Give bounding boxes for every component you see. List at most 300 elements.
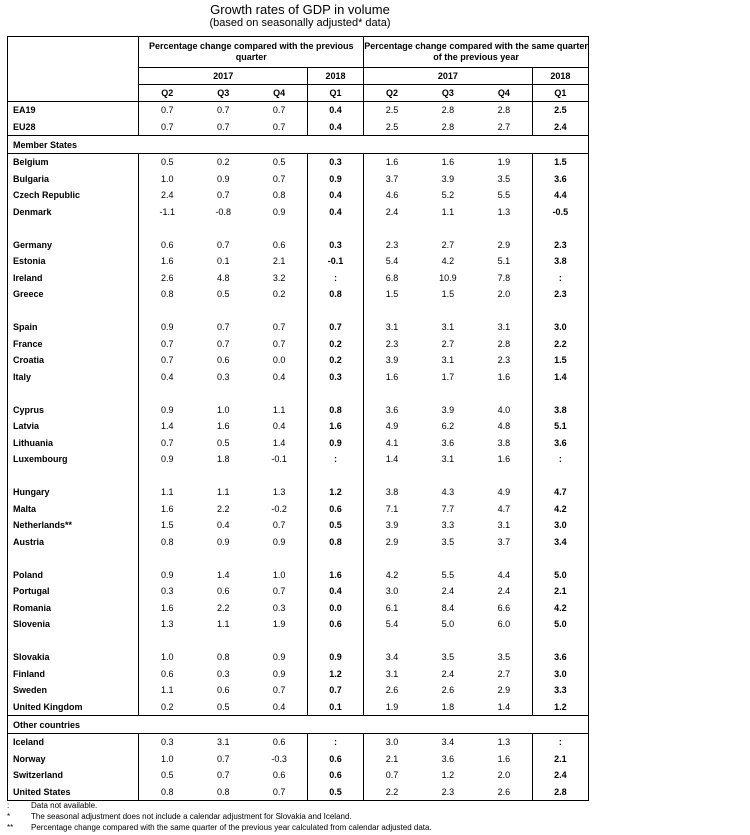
country-name: EA19: [13, 105, 36, 116]
table-row: [8, 369, 589, 386]
country-name: Spain: [13, 322, 38, 333]
qoq-value: 0.8: [307, 286, 363, 303]
footnote-text: Data not available.: [31, 801, 98, 810]
country-name: Italy: [13, 371, 32, 382]
footnote-symbol: **: [7, 823, 14, 832]
yoy-value: 3.0: [532, 666, 588, 683]
qoq-value: 1.6: [139, 501, 195, 518]
yoy-value: 3.5: [497, 173, 511, 184]
qoq-value: 1.4: [139, 418, 195, 435]
country-name: Hungary: [13, 487, 50, 498]
yoy-value: 3.1: [364, 666, 420, 683]
qoq-value: 0.7: [139, 119, 195, 136]
yoy-value: 3.6: [364, 402, 420, 419]
qoq-value: 0.8: [307, 402, 363, 419]
qoq-value: 0.7: [272, 173, 286, 184]
table-row: [8, 751, 589, 768]
yoy-value: 3.0: [532, 517, 588, 534]
yoy-value: 6.1: [364, 600, 420, 617]
qoq-value: 0.9: [216, 536, 230, 547]
table-row: [8, 767, 589, 784]
yoy-value: 3.6: [441, 753, 455, 764]
qoq-value: 0.6: [307, 767, 363, 784]
yoy-value: 3.7: [364, 171, 420, 188]
country-name: Finland: [13, 668, 45, 679]
yoy-value: 2.4: [532, 767, 588, 784]
page-title: Growth rates of GDP in volume: [210, 2, 390, 17]
yoy-value: 2.1: [532, 751, 588, 768]
country-name: Portugal: [13, 586, 50, 597]
qoq-value: 0.4: [307, 204, 363, 221]
qoq-value: 0.7: [139, 435, 195, 452]
qoq-value: 0.4: [139, 369, 195, 386]
qoq-value: 0.3: [307, 154, 363, 171]
yoy-value: 3.4: [441, 737, 455, 748]
yoy-value: 2.7: [497, 668, 511, 679]
spacer-row: [8, 220, 589, 237]
table-row: [8, 583, 589, 600]
qoq-value: 0.2: [307, 352, 363, 369]
spacer-row: [8, 385, 589, 402]
table-row: [8, 286, 589, 303]
country-name: Slovenia: [13, 619, 51, 630]
qoq-value: 1.5: [139, 517, 195, 534]
yoy-value: 4.1: [364, 435, 420, 452]
table-row: [8, 484, 589, 501]
qoq-value: 0.1: [307, 699, 363, 716]
header-quarter: Q4: [251, 85, 307, 102]
yoy-value: 1.5: [532, 352, 588, 369]
yoy-value: :: [532, 734, 588, 751]
header-group-yoy: Percentage change compared with the same quarter of the previous year: [364, 37, 589, 68]
qoq-value: 0.3: [216, 371, 230, 382]
country-name: Bulgaria: [13, 173, 50, 184]
yoy-value: 4.0: [497, 404, 511, 415]
qoq-value: 0.6: [307, 751, 363, 768]
yoy-value: 2.8: [497, 338, 511, 349]
yoy-value: 3.6: [532, 649, 588, 666]
qoq-value: 1.9: [272, 619, 286, 630]
table-row: [8, 270, 589, 287]
qoq-value: 0.4: [307, 187, 363, 204]
yoy-value: 2.4: [532, 119, 588, 136]
yoy-value: 3.9: [441, 404, 455, 415]
qoq-value: :: [307, 734, 363, 751]
footnote: [7, 811, 607, 822]
qoq-value: 0.7: [307, 319, 363, 336]
yoy-value: 1.4: [364, 451, 420, 468]
yoy-value: 1.7: [441, 371, 455, 382]
country-name: Iceland: [13, 737, 45, 748]
yoy-value: 4.9: [364, 418, 420, 435]
yoy-value: 2.5: [364, 119, 420, 136]
qoq-value: 0.8: [272, 190, 286, 201]
qoq-value: 1.0: [216, 404, 230, 415]
yoy-value: 3.5: [497, 652, 511, 663]
qoq-value: 0.7: [139, 102, 195, 119]
country-name: Netherlands**: [13, 520, 73, 531]
yoy-value: 3.0: [364, 734, 420, 751]
yoy-value: -0.5: [532, 204, 588, 221]
yoy-value: 3.1: [364, 319, 420, 336]
yoy-value: 1.9: [364, 699, 420, 716]
yoy-value: 1.2: [441, 770, 455, 781]
yoy-value: 2.2: [532, 336, 588, 353]
table-row: [8, 154, 589, 171]
qoq-value: 2.2: [216, 503, 230, 514]
yoy-value: 6.8: [364, 270, 420, 287]
header-quarter: Q3: [195, 85, 251, 102]
header-group-qoq: Percentage change compared with the previous quarter: [139, 37, 364, 68]
table-row: [8, 649, 589, 666]
table-row: [8, 666, 589, 683]
yoy-value: 2.8: [532, 784, 588, 801]
table-row: [8, 616, 589, 633]
yoy-value: 1.4: [497, 701, 511, 712]
table-row: [8, 171, 589, 188]
yoy-value: 3.1: [441, 322, 455, 333]
yoy-value: 3.4: [364, 649, 420, 666]
yoy-value: 1.5: [532, 154, 588, 171]
yoy-value: 5.4: [364, 616, 420, 633]
yoy-value: 2.3: [364, 237, 420, 254]
country-name: Switzerland: [13, 770, 64, 781]
yoy-value: 2.0: [497, 770, 511, 781]
yoy-value: :: [532, 270, 588, 287]
yoy-value: 2.7: [497, 121, 511, 132]
table-row: [8, 402, 589, 419]
footnote-text: Percentage change compared with the same quarter of the previous year calculated from calendar adjusted data.: [31, 823, 432, 832]
qoq-value: 1.6: [139, 600, 195, 617]
yoy-value: 2.5: [364, 102, 420, 119]
yoy-value: 8.4: [441, 602, 455, 613]
country-name: Latvia: [13, 421, 40, 432]
yoy-value: 1.5: [441, 289, 455, 300]
qoq-value: 0.0: [307, 600, 363, 617]
header-quarter: Q2: [139, 85, 195, 102]
qoq-value: 1.1: [272, 404, 286, 415]
qoq-value: 0.9: [272, 206, 286, 217]
yoy-value: 2.4: [497, 586, 511, 597]
country-name: Malta: [13, 503, 37, 514]
qoq-value: 0.9: [272, 652, 286, 663]
yoy-value: 7.7: [441, 503, 455, 514]
qoq-value: 0.5: [307, 784, 363, 801]
country-name: Estonia: [13, 256, 46, 267]
yoy-value: 2.8: [441, 105, 455, 116]
qoq-value: -0.2: [271, 503, 287, 514]
qoq-value: 0.8: [139, 784, 195, 801]
qoq-value: -0.3: [271, 753, 287, 764]
qoq-value: 0.3: [307, 369, 363, 386]
header-year-2018-qoq: 2018: [307, 68, 363, 85]
qoq-value: 0.7: [216, 338, 230, 349]
table-row: [8, 187, 589, 204]
yoy-value: 4.4: [532, 187, 588, 204]
qoq-value: 0.9: [272, 668, 286, 679]
qoq-value: 0.4: [307, 583, 363, 600]
yoy-value: 2.3: [532, 286, 588, 303]
yoy-value: 2.3: [364, 336, 420, 353]
qoq-value: 1.2: [307, 666, 363, 683]
yoy-value: 3.8: [497, 437, 511, 448]
qoq-value: 0.9: [272, 536, 286, 547]
qoq-value: 0.4: [216, 520, 230, 531]
yoy-value: 3.1: [441, 355, 455, 366]
page-subtitle: (based on seasonally adjusted* data): [209, 17, 391, 29]
yoy-value: 3.3: [441, 520, 455, 531]
qoq-value: 0.9: [139, 319, 195, 336]
qoq-value: 0.7: [139, 336, 195, 353]
spacer-row: [8, 468, 589, 485]
qoq-value: 0.3: [307, 237, 363, 254]
qoq-value: 0.1: [216, 256, 230, 267]
country-name: Croatia: [13, 355, 45, 366]
yoy-value: 1.3: [497, 206, 511, 217]
qoq-value: 2.2: [216, 602, 230, 613]
qoq-value: 0.2: [272, 289, 286, 300]
yoy-value: 1.2: [532, 699, 588, 716]
yoy-value: 4.8: [497, 421, 511, 432]
table-row: [8, 435, 589, 452]
yoy-value: 2.3: [497, 355, 511, 366]
table-row: [8, 319, 589, 336]
yoy-value: 4.9: [497, 487, 511, 498]
qoq-value: 0.7: [216, 121, 230, 132]
yoy-value: 5.5: [497, 190, 511, 201]
yoy-value: 3.4: [532, 534, 588, 551]
yoy-value: 2.9: [497, 685, 511, 696]
qoq-value: 1.4: [272, 437, 286, 448]
qoq-value: 1.4: [216, 569, 230, 580]
qoq-value: 0.6: [139, 666, 195, 683]
yoy-value: 3.7: [497, 536, 511, 547]
country-name: Lithuania: [13, 437, 53, 448]
yoy-value: 2.6: [441, 685, 455, 696]
qoq-value: 0.5: [272, 157, 286, 168]
footnote-symbol: *: [7, 812, 11, 821]
qoq-value: 1.0: [272, 569, 286, 580]
footnote: [7, 800, 607, 811]
qoq-value: 0.9: [307, 649, 363, 666]
table-row: [8, 102, 589, 119]
qoq-value: 0.7: [272, 520, 286, 531]
footnote-text: The seasonal adjustment does not include a calendar adjustment for Slovakia and Iceland.: [31, 812, 352, 821]
yoy-value: 2.1: [532, 583, 588, 600]
yoy-value: 1.6: [497, 454, 511, 465]
yoy-value: 2.3: [532, 237, 588, 254]
section-other-countries: [8, 716, 589, 734]
yoy-value: 1.6: [441, 157, 455, 168]
yoy-value: 4.4: [497, 569, 511, 580]
qoq-value: 0.7: [216, 770, 230, 781]
yoy-value: 4.7: [497, 503, 511, 514]
qoq-value: 0.5: [139, 154, 195, 171]
table-row: [8, 567, 589, 584]
qoq-value: 0.3: [216, 668, 230, 679]
qoq-value: 0.7: [216, 190, 230, 201]
yoy-value: 2.9: [497, 239, 511, 250]
table-row: [8, 699, 589, 716]
qoq-value: 1.6: [307, 567, 363, 584]
qoq-value: 0.7: [307, 682, 363, 699]
qoq-value: 0.7: [216, 239, 230, 250]
yoy-value: 3.1: [497, 322, 511, 333]
spacer-row: [8, 633, 589, 650]
country-name: Belgium: [13, 157, 49, 168]
yoy-value: 2.7: [441, 338, 455, 349]
country-name: United Kingdom: [13, 701, 83, 712]
qoq-value: 0.6: [216, 586, 230, 597]
qoq-value: 0.7: [272, 322, 286, 333]
qoq-value: 0.5: [216, 437, 230, 448]
yoy-value: 2.4: [441, 668, 455, 679]
yoy-value: 4.2: [532, 600, 588, 617]
yoy-value: 1.1: [441, 206, 455, 217]
yoy-value: 6.2: [441, 421, 455, 432]
table-row: [8, 204, 589, 221]
qoq-value: 0.2: [307, 336, 363, 353]
qoq-value: 1.1: [216, 619, 230, 630]
yoy-value: 5.0: [532, 616, 588, 633]
qoq-value: 0.5: [139, 767, 195, 784]
yoy-value: 5.0: [532, 567, 588, 584]
yoy-value: :: [532, 451, 588, 468]
qoq-value: 1.1: [139, 682, 195, 699]
qoq-value: 0.3: [139, 734, 195, 751]
country-name: EU28: [13, 121, 36, 132]
yoy-value: 3.5: [441, 536, 455, 547]
country-name: Norway: [13, 753, 46, 764]
yoy-value: 3.9: [364, 352, 420, 369]
table-row: [8, 517, 589, 534]
yoy-value: 3.6: [532, 435, 588, 452]
qoq-value: 0.6: [139, 237, 195, 254]
qoq-value: 0.7: [216, 322, 230, 333]
qoq-value: 0.4: [272, 371, 286, 382]
country-name: Austria: [13, 536, 45, 547]
qoq-value: 0.5: [216, 701, 230, 712]
table-row: [8, 784, 589, 801]
section-other-countries-label: Other countries: [8, 716, 589, 734]
table-row: [8, 352, 589, 369]
yoy-value: 4.2: [364, 567, 420, 584]
qoq-value: 1.6: [139, 253, 195, 270]
qoq-value: 1.3: [139, 616, 195, 633]
yoy-value: 4.3: [441, 487, 455, 498]
yoy-value: 3.3: [532, 682, 588, 699]
header-quarter: Q1: [532, 85, 588, 102]
yoy-value: 2.5: [532, 102, 588, 119]
yoy-value: 2.4: [441, 586, 455, 597]
qoq-value: 0.9: [307, 435, 363, 452]
qoq-value: 1.0: [139, 171, 195, 188]
table-row: [8, 501, 589, 518]
spacer-row: [8, 550, 589, 567]
table-row: [8, 451, 589, 468]
qoq-value: 0.5: [216, 289, 230, 300]
qoq-value: 3.2: [272, 272, 286, 283]
qoq-value: 0.8: [139, 534, 195, 551]
country-name: France: [13, 338, 43, 349]
qoq-value: 1.6: [216, 421, 230, 432]
yoy-value: 5.1: [497, 256, 511, 267]
yoy-value: 2.4: [364, 204, 420, 221]
country-name: Cyprus: [13, 404, 45, 415]
yoy-value: 3.0: [364, 583, 420, 600]
yoy-value: 2.6: [497, 786, 511, 797]
yoy-value: 4.2: [532, 501, 588, 518]
qoq-value: 0.7: [139, 352, 195, 369]
qoq-value: 0.2: [216, 157, 230, 168]
qoq-value: 0.7: [272, 685, 286, 696]
qoq-value: 1.0: [139, 751, 195, 768]
qoq-value: :: [307, 451, 363, 468]
qoq-value: 0.7: [272, 786, 286, 797]
spacer-row: [8, 303, 589, 320]
yoy-value: 5.1: [532, 418, 588, 435]
yoy-value: 3.8: [532, 253, 588, 270]
qoq-value: 0.0: [272, 355, 286, 366]
qoq-value: 2.6: [139, 270, 195, 287]
header-corner: [8, 37, 139, 68]
yoy-value: 2.8: [441, 121, 455, 132]
qoq-value: 1.6: [307, 418, 363, 435]
qoq-value: 0.6: [272, 737, 286, 748]
header-quarter: Q4: [476, 85, 532, 102]
qoq-value: 0.8: [216, 786, 230, 797]
qoq-value: 1.8: [216, 454, 230, 465]
yoy-value: 1.8: [441, 701, 455, 712]
yoy-value: 5.0: [441, 619, 455, 630]
qoq-value: -0.1: [271, 454, 287, 465]
qoq-value: 0.8: [139, 286, 195, 303]
yoy-value: 1.6: [364, 154, 420, 171]
country-name: Luxembourg: [13, 454, 68, 465]
table-row: [8, 119, 589, 136]
qoq-value: -1.1: [139, 204, 195, 221]
yoy-value: 2.6: [364, 682, 420, 699]
qoq-value: 0.6: [216, 685, 230, 696]
yoy-value: 5.2: [441, 190, 455, 201]
qoq-value: 0.7: [216, 753, 230, 764]
yoy-value: 2.3: [441, 786, 455, 797]
qoq-value: 0.4: [307, 119, 363, 136]
qoq-value: 0.9: [216, 173, 230, 184]
header-quarter: Q3: [420, 85, 476, 102]
qoq-value: 0.4: [272, 421, 286, 432]
gdp-growth-table: [7, 36, 589, 801]
qoq-value: 0.7: [272, 105, 286, 116]
yoy-value: 3.6: [532, 171, 588, 188]
yoy-value: 2.2: [364, 784, 420, 801]
qoq-value: -0.1: [307, 253, 363, 270]
yoy-value: 1.4: [532, 369, 588, 386]
table-row: [8, 253, 589, 270]
yoy-value: 1.9: [497, 157, 511, 168]
header-quarter: Q1: [307, 85, 363, 102]
qoq-value: 0.6: [307, 501, 363, 518]
country-name: Romania: [13, 602, 52, 613]
yoy-value: 2.8: [497, 105, 511, 116]
qoq-value: 0.6: [216, 355, 230, 366]
qoq-value: 0.6: [307, 616, 363, 633]
yoy-value: 3.9: [364, 517, 420, 534]
qoq-value: 0.7: [216, 105, 230, 116]
section-member-states-label: Member States: [8, 136, 589, 154]
yoy-value: 3.5: [441, 652, 455, 663]
yoy-value: 2.7: [441, 239, 455, 250]
